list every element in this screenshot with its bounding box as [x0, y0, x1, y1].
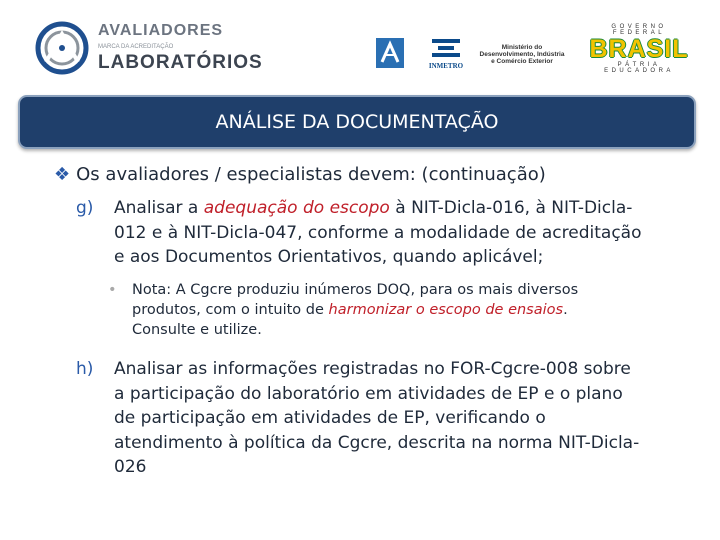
avaliadores-laboratorios-logo	[28, 14, 278, 84]
accreditation-ring-icon	[32, 18, 92, 78]
governo-federal-logo	[584, 24, 694, 74]
item-line: de participação em atividades de EP, verificando o	[114, 408, 546, 428]
item-line	[114, 196, 714, 221]
accreditation-mark-icon	[376, 38, 404, 68]
highlight-text: adequação do escopo	[203, 198, 390, 218]
gov-top-text: GOVERNO FEDERAL	[611, 24, 667, 36]
inmetro-logo	[422, 36, 470, 72]
gov-bottom-text: PÁTRIA EDUCADORA	[604, 62, 674, 74]
item-body	[114, 357, 714, 480]
ministry-line-3: e Comércio Exterior	[491, 58, 553, 65]
diamond-bullet-icon: ❖	[54, 164, 71, 185]
item-line: e aos Documentos Orientativos, quando aplicável;	[114, 247, 544, 267]
note-line: Consulte e utilize.	[132, 322, 262, 338]
gov-brand-text: BRASIL	[589, 35, 689, 63]
text-run: à NIT-Dicla-016, à NIT-Dicla-	[389, 198, 633, 218]
note-line: Nota: A Cgcre produziu inúmeros DOQ, para os mais diversos	[132, 282, 579, 298]
item-line: 012 e à NIT-Dicla-047, conforme a modalidade de acreditação	[114, 222, 642, 243]
sub-bullet-dot: •	[108, 282, 117, 298]
item-line: a participação do laboratório em atividades de EP e o plano	[114, 383, 623, 404]
item-body	[114, 196, 714, 270]
inmetro-symbol-icon	[422, 36, 470, 62]
item-line: 026	[114, 457, 147, 477]
item-marker: h)	[76, 359, 94, 379]
ministry-line-2: Desenvolvimento, Indústria	[479, 51, 565, 58]
item-line: Analisar as informações registradas no FOR-Cgcre-008 sobre	[114, 359, 631, 379]
slide-title: ANÁLISE DA DOCUMENTAÇÃO	[215, 111, 499, 133]
logo-text-laboratorios: LABORATÓRIOS	[98, 52, 263, 73]
note-line	[132, 300, 672, 320]
logo-text-avaliadores: AVALIADORES	[98, 22, 224, 39]
ministry-line-1: Ministério do	[501, 44, 543, 51]
text-run: Analisar a	[114, 198, 204, 218]
highlight-text: harmonizar o escopo de ensaios	[328, 302, 564, 318]
logo-text-subtitle: MARCA DA ACREDITAÇÃO	[98, 44, 174, 50]
header-banner	[0, 0, 720, 95]
slide-title-bar	[18, 95, 696, 149]
intro-bullet	[54, 164, 546, 185]
ministry-logo	[472, 44, 572, 65]
text-run: produtos, com o intuito de	[132, 302, 329, 318]
note-body	[132, 280, 672, 340]
item-marker: g)	[76, 198, 94, 218]
text-run: .	[563, 302, 568, 318]
item-line: atendimento à política da Cgcre, descrita na norma NIT-Dicla-	[114, 432, 640, 453]
inmetro-label: INMETRO	[428, 62, 464, 70]
intro-text: Os avaliadores / especialistas devem: (continuação)	[76, 164, 546, 185]
